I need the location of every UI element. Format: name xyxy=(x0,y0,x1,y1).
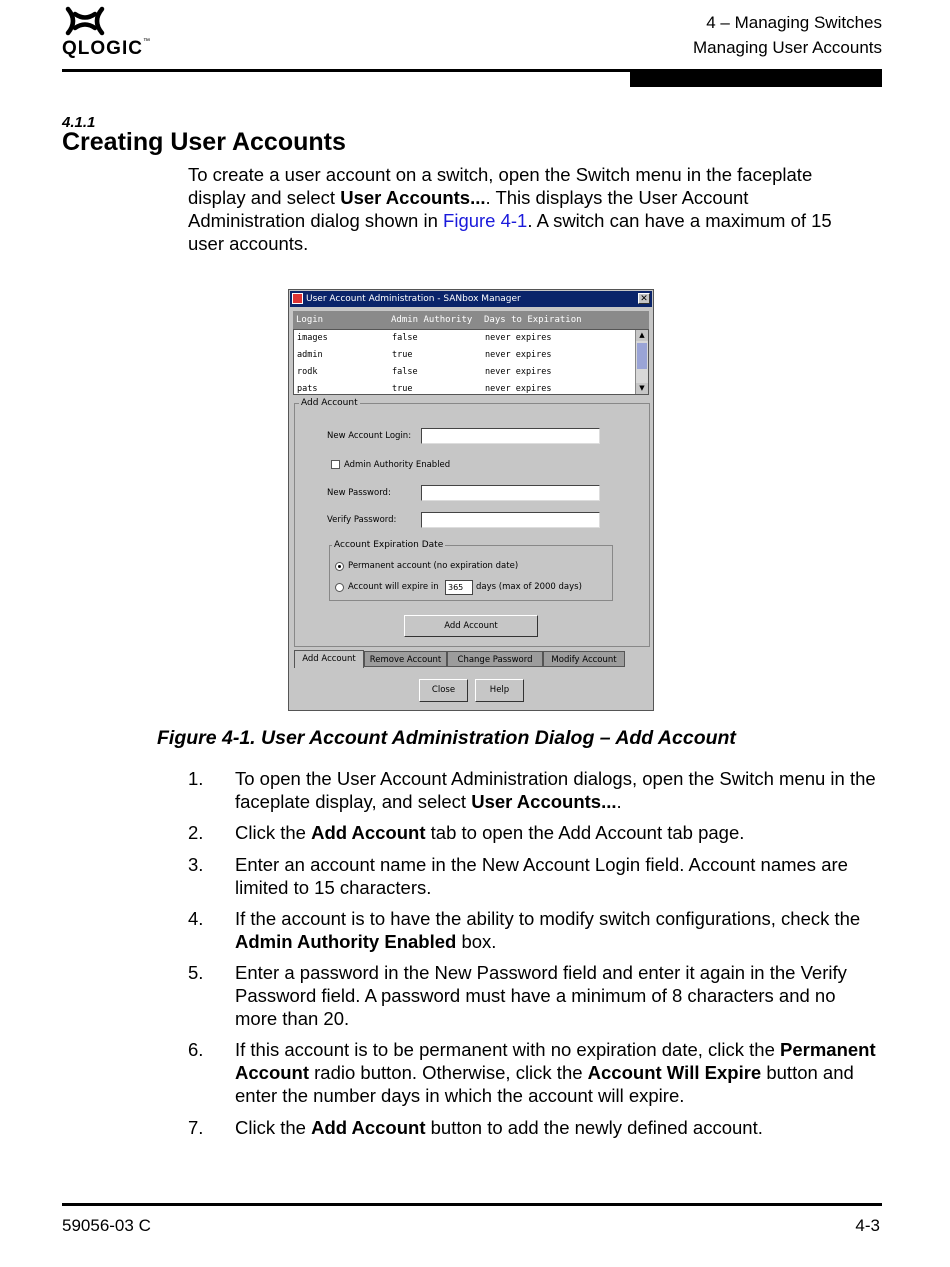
step-number: 2. xyxy=(188,822,204,844)
column-header-admin-authority[interactable]: Admin Authority xyxy=(391,315,473,325)
scroll-up-icon[interactable]: ▲ xyxy=(636,330,648,341)
step-item xyxy=(188,961,878,1030)
step-item xyxy=(188,853,878,899)
document-id: 59056-03 C xyxy=(62,1216,151,1235)
step-bold-term: Admin Authority Enabled xyxy=(235,930,457,952)
accounts-table xyxy=(293,329,649,395)
step-text: To open the User Account Administration dialogs, open the Switch menu in the faceplate display, and select xyxy=(235,768,876,812)
step-bold-term: Permanent Account xyxy=(235,1039,876,1084)
procedure-steps xyxy=(188,767,878,1147)
new-password-field[interactable] xyxy=(421,485,600,501)
table-row[interactable] xyxy=(294,364,648,381)
header-section: Managing User Accounts xyxy=(693,38,882,57)
column-header-login[interactable]: Login xyxy=(296,315,324,325)
add-account-panel xyxy=(294,398,650,647)
scroll-thumb[interactable] xyxy=(637,343,647,369)
column-header-days-to-expiration[interactable]: Days to Expiration xyxy=(484,315,582,325)
section-number: 4.1.1 xyxy=(62,114,96,131)
cell-expiration: never expires xyxy=(485,367,552,377)
step-bold-term: Add Account xyxy=(311,822,426,844)
step-bold-term: Account Will Expire xyxy=(587,1062,762,1084)
step-number: 3. xyxy=(188,853,204,875)
step-item xyxy=(188,1038,878,1107)
figure-caption: Figure 4-1. User Account Administration Dialog – Add Account xyxy=(157,727,736,749)
intro-text-2: . This displays the User Account Administration dialog shown in xyxy=(188,187,749,231)
footer-rule xyxy=(62,1203,882,1206)
step-text: Enter an account name in the New Account Login field. Account names are limited to 15 characters. xyxy=(235,853,848,898)
cell-expiration: never expires xyxy=(485,350,552,360)
help-button[interactable]: Help xyxy=(475,679,524,702)
cell-login: admin xyxy=(297,350,323,360)
step-number: 1. xyxy=(188,768,204,789)
header-bar xyxy=(630,72,882,87)
header-chapter: 4 – Managing Switches xyxy=(706,13,882,32)
step-text: Click the xyxy=(235,1116,312,1138)
step-item xyxy=(188,907,878,953)
admin-authority-label: Admin Authority Enabled xyxy=(344,460,451,470)
cell-admin: false xyxy=(392,367,418,377)
table-row[interactable] xyxy=(294,381,648,395)
running-header xyxy=(693,10,882,60)
step-text: If the account is to have the ability to modify switch configurations, check the xyxy=(235,907,861,929)
step-text: button to add the newly defined account. xyxy=(425,1116,763,1138)
intro-text-3: . A switch can have a maximum of 15 user accounts. xyxy=(188,210,832,254)
cell-expiration: never expires xyxy=(485,333,552,343)
step-text: Click the xyxy=(235,822,312,844)
dialog-title: User Account Administration - SANbox Manager xyxy=(306,294,521,304)
table-scrollbar[interactable] xyxy=(635,330,648,394)
close-button[interactable]: Close xyxy=(419,679,468,702)
step-number: 6. xyxy=(188,1039,204,1061)
cell-expiration: never expires xyxy=(485,384,552,394)
account-will-expire-label: Account will expire in xyxy=(348,582,439,592)
qlogic-mark-icon xyxy=(62,6,108,36)
tab-remove-account[interactable]: Remove Account xyxy=(364,651,447,667)
tab-modify-account[interactable]: Modify Account xyxy=(543,651,625,667)
logo-text: QLOGIC xyxy=(62,38,143,59)
dialog-titlebar xyxy=(290,291,652,307)
step-bold-term: User Accounts... xyxy=(471,791,617,812)
new-login-label: New Account Login: xyxy=(327,431,412,441)
section-title: Creating User Accounts xyxy=(62,128,346,156)
step-number: 5. xyxy=(188,962,204,984)
new-login-field[interactable] xyxy=(421,428,600,444)
step-item xyxy=(188,767,878,813)
verify-password-label: Verify Password: xyxy=(327,515,397,525)
step-text: . xyxy=(616,791,622,812)
admin-authority-checkbox[interactable] xyxy=(331,460,340,469)
new-password-label: New Password: xyxy=(327,488,391,498)
cell-admin: true xyxy=(392,384,413,394)
intro-paragraph xyxy=(188,163,868,255)
account-will-expire-radio[interactable] xyxy=(335,583,344,592)
cell-login: images xyxy=(297,333,328,343)
expiration-legend: Account Expiration Date xyxy=(334,540,444,550)
user-account-dialog xyxy=(288,289,654,711)
qlogic-logo xyxy=(62,6,152,62)
tab-add-account[interactable]: Add Account xyxy=(294,650,364,668)
permanent-account-label: Permanent account (no expiration date) xyxy=(348,561,519,571)
intro-text-1: To create a user account on a switch, open the Switch menu in the faceplate display and select xyxy=(188,164,813,208)
add-account-legend: Add Account xyxy=(301,398,358,408)
cell-admin: true xyxy=(392,350,413,360)
close-icon[interactable]: ✕ xyxy=(638,293,650,304)
step-text: If this account is to be permanent with no expiration date, click the xyxy=(235,1039,781,1061)
expire-days-suffix: days (max of 2000 days) xyxy=(476,582,582,592)
add-account-button[interactable]: Add Account xyxy=(404,615,538,637)
app-icon xyxy=(292,293,303,304)
step-text: radio button. Otherwise, click the xyxy=(309,1062,588,1084)
step-text: tab to open the Add Account tab page. xyxy=(425,822,745,844)
table-row[interactable] xyxy=(294,347,648,364)
trademark-icon: ™ xyxy=(142,38,151,45)
step-number: 4. xyxy=(188,907,204,929)
accounts-table-header xyxy=(293,311,649,329)
page-number: 4-3 xyxy=(855,1216,880,1235)
step-text: box. xyxy=(456,930,497,952)
figure-link[interactable]: Figure 4-1 xyxy=(443,210,528,231)
expire-days-field[interactable]: 365 xyxy=(445,580,473,595)
cell-login: pats xyxy=(297,384,318,394)
step-item xyxy=(188,821,878,844)
verify-password-field[interactable] xyxy=(421,512,600,528)
intro-bold-menu: User Accounts... xyxy=(340,187,486,208)
scroll-down-icon[interactable]: ▼ xyxy=(636,383,648,394)
table-row[interactable] xyxy=(294,330,648,347)
cell-login: rodk xyxy=(297,367,318,377)
step-item xyxy=(188,1116,878,1139)
step-bold-term: Add Account xyxy=(311,1116,426,1138)
cell-admin: false xyxy=(392,333,418,343)
permanent-account-radio[interactable] xyxy=(335,562,344,571)
step-number: 7. xyxy=(188,1116,204,1138)
step-text: Enter a password in the New Password field and enter it again in the Verify Password field. A password must have a minimum of 8 characters and no more than 20. xyxy=(235,962,847,1030)
step-text: button and enter the number days in which the account will expire. xyxy=(235,1062,854,1107)
expiration-group xyxy=(329,540,613,601)
tab-change-password[interactable]: Change Password xyxy=(447,651,543,667)
